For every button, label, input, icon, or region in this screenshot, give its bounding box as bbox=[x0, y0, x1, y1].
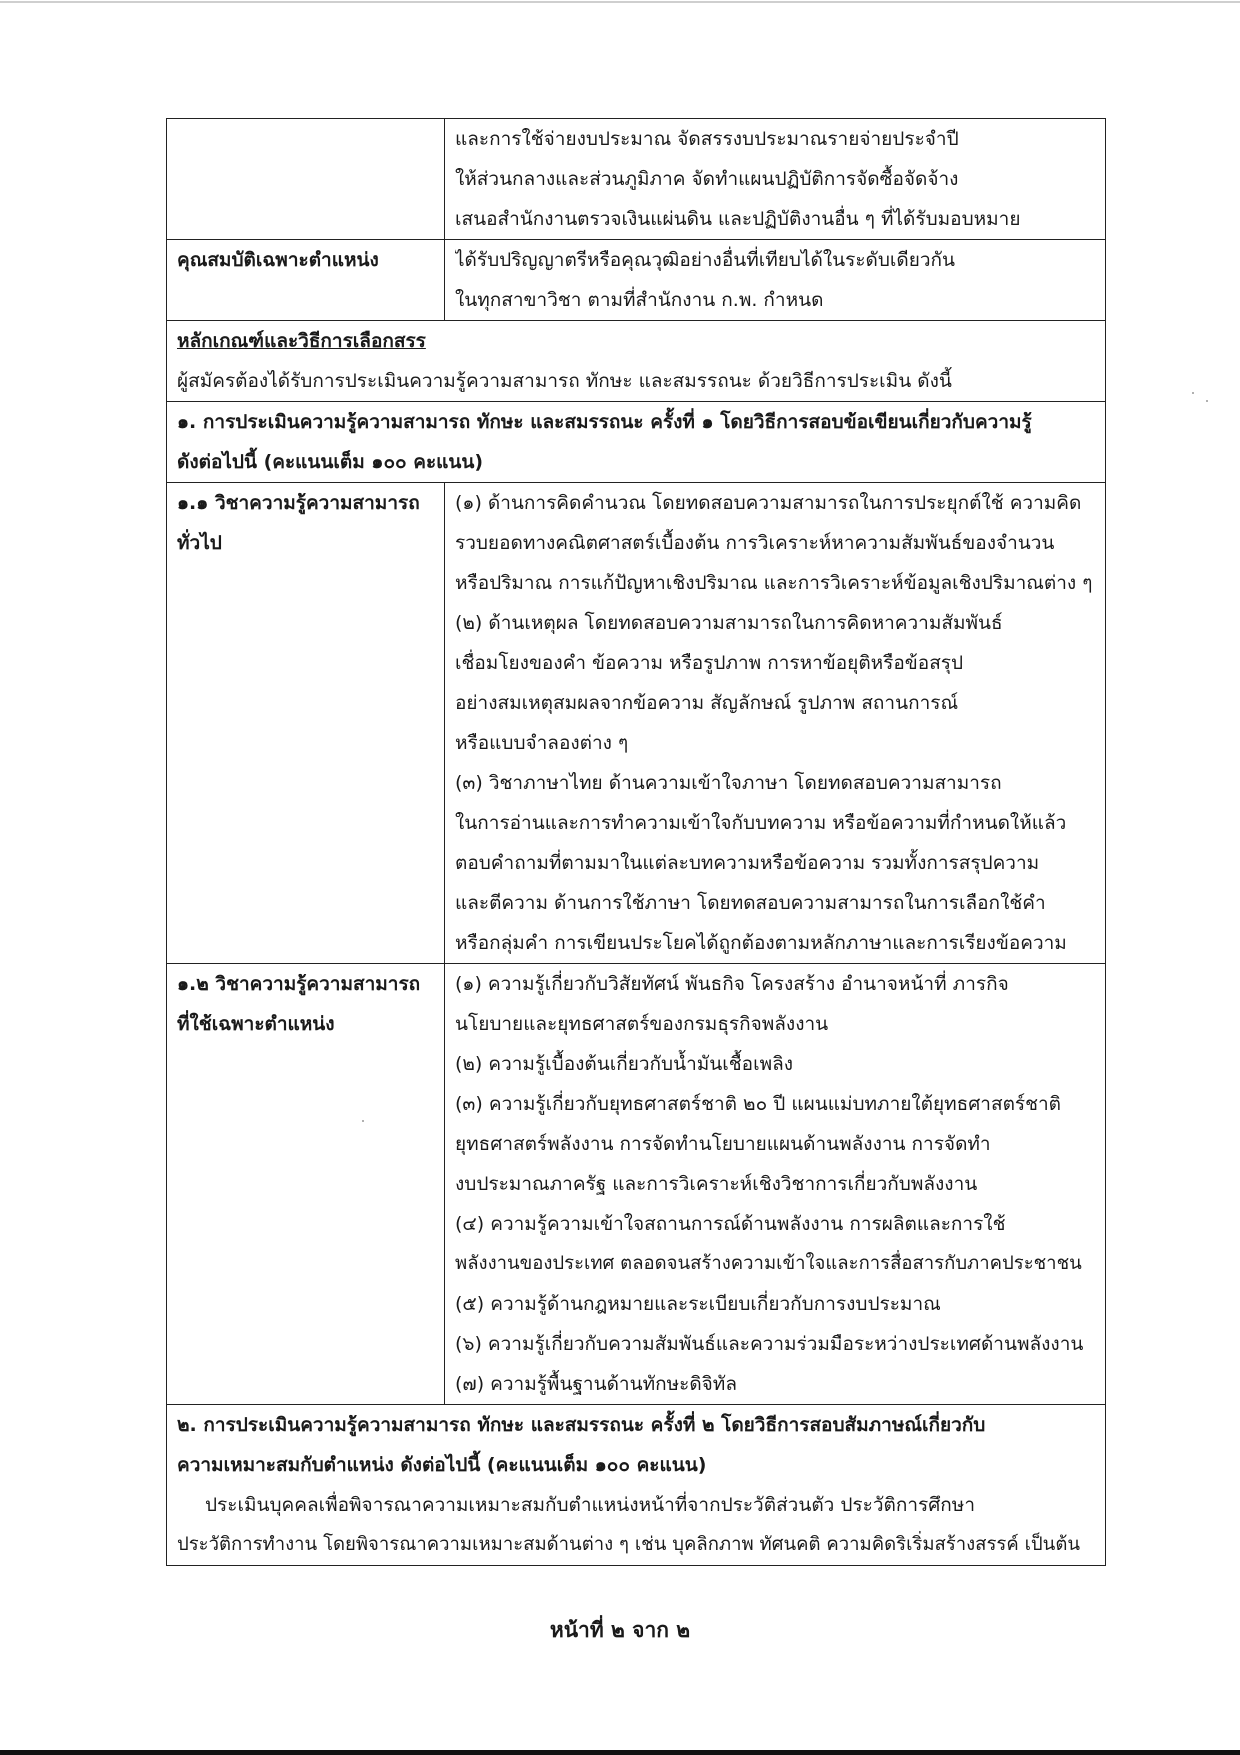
qualifications-row bbox=[167, 240, 1106, 321]
text-line: นโยบายและยุทธศาสตร์ของกรมธุรกิจพลังงาน bbox=[455, 1013, 829, 1035]
text-line: รวบยอดทางคณิตศาสตร์เบื้องต้น การวิเคราะห์หาความสัมพันธ์ของจำนวน bbox=[455, 532, 1055, 554]
section2-body: ประวัติการทำงาน โดยพิจารณาความเหมาะสมด้านต่าง ๆ เช่น บุคลิกภาพ ทัศนคติ ความคิดริเริ่มสร้างสรรค์ เป็นต้น bbox=[177, 1534, 1080, 1555]
subject-1-1-content bbox=[445, 483, 1106, 964]
selection-title: หลักเกณฑ์และวิธีการเลือกสรร bbox=[177, 330, 426, 352]
text-line: และการใช้จ่ายงบประมาณ จัดสรรงบประมาณรายจ่ายประจำปี bbox=[455, 128, 959, 150]
duties-label-cell bbox=[167, 119, 445, 240]
text-line: (๑) ความรู้เกี่ยวกับวิสัยทัศน์ พันธกิจ โครงสร้าง อำนาจหน้าที่ ภารกิจ bbox=[455, 973, 1009, 995]
selection-cell bbox=[167, 321, 1106, 402]
subject-1-1-label bbox=[167, 483, 445, 964]
text-line: ในการอ่านและการทำความเข้าใจกับบทความ หรือข้อความที่กำหนดให้แล้ว bbox=[455, 812, 1067, 834]
text-line: (๒) ความรู้เบื้องต้นเกี่ยวกับน้ำมันเชื้อเพลิง bbox=[455, 1053, 794, 1075]
subject-1-2-content bbox=[445, 964, 1106, 1405]
subject-1-2-row bbox=[167, 964, 1106, 1405]
section2-heading: ๒. การประเมินความรู้ความสามารถ ทักษะ และสมรรถนะ ครั้งที่ ๒ โดยวิธีการสอบสัมภาษณ์เกี่ยวกับ bbox=[177, 1414, 986, 1436]
text-line: (๕) ความรู้ด้านกฎหมายและระเบียบเกี่ยวกับการงบประมาณ bbox=[455, 1293, 941, 1315]
text-line: อย่างสมเหตุสมผลจากข้อความ สัญลักษณ์ รูปภาพ สถานการณ์ bbox=[455, 692, 959, 714]
section1-row bbox=[167, 402, 1106, 483]
text-line: เสนอสำนักงานตรวจเงินแผ่นดิน และปฏิบัติงานอื่น ๆ ที่ได้รับมอบหมาย bbox=[455, 208, 1021, 230]
text-line: ตอบคำถามที่ตามมาในแต่ละบทความหรือข้อความ รวมทั้งการสรุปความ bbox=[455, 852, 1040, 874]
text-line: (๒) ด้านเหตุผล โดยทดสอบความสามารถในการคิดหาความสัมพันธ์ bbox=[455, 612, 1003, 634]
text-line: ดังต่อไปนี้ (คะแนนเต็ม ๑๐๐ คะแนน) bbox=[177, 451, 484, 473]
section2-row bbox=[167, 1405, 1106, 1566]
label-line: ๑.๑ วิชาความรู้ความสามารถ bbox=[177, 492, 420, 514]
text-line: หรือแบบจำลองต่าง ๆ bbox=[455, 732, 629, 754]
text-line: พลังงานของประเทศ ตลอดจนสร้างความเข้าใจและการสื่อสารกับภาคประชาชน bbox=[455, 1253, 1082, 1274]
position-details-table bbox=[166, 118, 1106, 1566]
text-line: ยุทธศาสตร์พลังงาน การจัดทำนโยบายแผนด้านพลังงาน การจัดทำ bbox=[455, 1133, 991, 1155]
section2-heading: ความเหมาะสมกับตำแหน่ง ดังต่อไปนี้ (คะแนนเต็ม ๑๐๐ คะแนน) bbox=[177, 1454, 707, 1476]
text-line: เชื่อมโยงของคำ ข้อความ หรือรูปภาพ การหาข้อยุติหรือข้อสรุป bbox=[455, 652, 964, 674]
text-line: หรือปริมาณ การแก้ปัญหาเชิงปริมาณ และการวิเคราะห์ข้อมูลเชิงปริมาณต่าง ๆ bbox=[455, 572, 1093, 594]
text-line: และตีความ ด้านการใช้ภาษา โดยทดสอบความสามารถในการเลือกใช้คำ bbox=[455, 892, 1046, 914]
selection-row bbox=[167, 321, 1106, 402]
duties-text-cell bbox=[445, 119, 1106, 240]
text-line: ในทุกสาขาวิชา ตามที่สำนักงาน ก.พ. กำหนด bbox=[455, 289, 824, 311]
text-line: (๗) ความรู้พื้นฐานด้านทักษะดิจิทัล bbox=[455, 1373, 737, 1395]
text-line: (๔) ความรู้ความเข้าใจสถานการณ์ด้านพลังงาน การผลิตและการใช้ bbox=[455, 1213, 1006, 1235]
text-line: ให้ส่วนกลางและส่วนภูมิภาค จัดทำแผนปฏิบัติการจัดซื้อจัดจ้าง bbox=[455, 168, 959, 190]
text-line: (๓) วิชาภาษาไทย ด้านความเข้าใจภาษา โดยทดสอบความสามารถ bbox=[455, 772, 1002, 794]
section2-cell bbox=[167, 1405, 1106, 1566]
section1-heading bbox=[167, 402, 1106, 483]
label-line: ที่ใช้เฉพาะตำแหน่ง bbox=[177, 1013, 335, 1035]
scan-speck bbox=[1206, 400, 1208, 402]
duties-row bbox=[167, 119, 1106, 240]
subject-1-2-label bbox=[167, 964, 445, 1405]
qualifications-label: คุณสมบัติเฉพาะตำแหน่ง bbox=[167, 240, 445, 321]
scan-speck bbox=[1192, 392, 1194, 394]
label-line: ทั่วไป bbox=[177, 532, 222, 554]
page-number: หน้าที่ ๒ จาก ๒ bbox=[549, 1618, 691, 1642]
scan-edge-bottom bbox=[0, 1750, 1240, 1755]
subject-1-1-row bbox=[167, 483, 1106, 964]
text-line: (๑) ด้านการคิดคำนวณ โดยทดสอบความสามารถในการประยุกต์ใช้ ความคิด bbox=[455, 492, 1082, 514]
text-line: ได้รับปริญญาตรีหรือคุณวุฒิอย่างอื่นที่เทียบได้ในระดับเดียวกัน bbox=[455, 249, 956, 271]
text-line: งบประมาณภาครัฐ และการวิเคราะห์เชิงวิชาการเกี่ยวกับพลังงาน bbox=[455, 1173, 978, 1195]
text-line: หรือกลุ่มคำ การเขียนประโยคได้ถูกต้องตามหลักภาษาและการเรียงข้อความ bbox=[455, 932, 1067, 954]
text-line: (๓) ความรู้เกี่ยวกับยุทธศาสตร์ชาติ ๒๐ ปี แผนแม่บทภายใต้ยุทธศาสตร์ชาติ bbox=[455, 1093, 1062, 1115]
label-line: ๑.๒ วิชาความรู้ความสามารถ bbox=[177, 973, 421, 995]
scan-edge-top bbox=[0, 1, 1240, 3]
selection-text: ผู้สมัครต้องได้รับการประเมินความรู้ความสามารถ ทักษะ และสมรรถนะ ด้วยวิธีการประเมิน ดังนี้ bbox=[177, 370, 952, 392]
section2-body: ประเมินบุคคลเพื่อพิจารณาความเหมาะสมกับตำแหน่งหน้าที่จากประวัติส่วนตัว ประวัติการศึกษา bbox=[205, 1494, 975, 1516]
text-line: (๖) ความรู้เกี่ยวกับความสัมพันธ์และความร่วมมือระหว่างประเทศด้านพลังงาน bbox=[455, 1333, 1084, 1355]
text-line: ๑. การประเมินความรู้ความสามารถ ทักษะ และสมรรถนะ ครั้งที่ ๑ โดยวิธีการสอบข้อเขียนเกี่ยวกับความรู้ bbox=[177, 411, 1032, 433]
qualifications-text-cell bbox=[445, 240, 1106, 321]
